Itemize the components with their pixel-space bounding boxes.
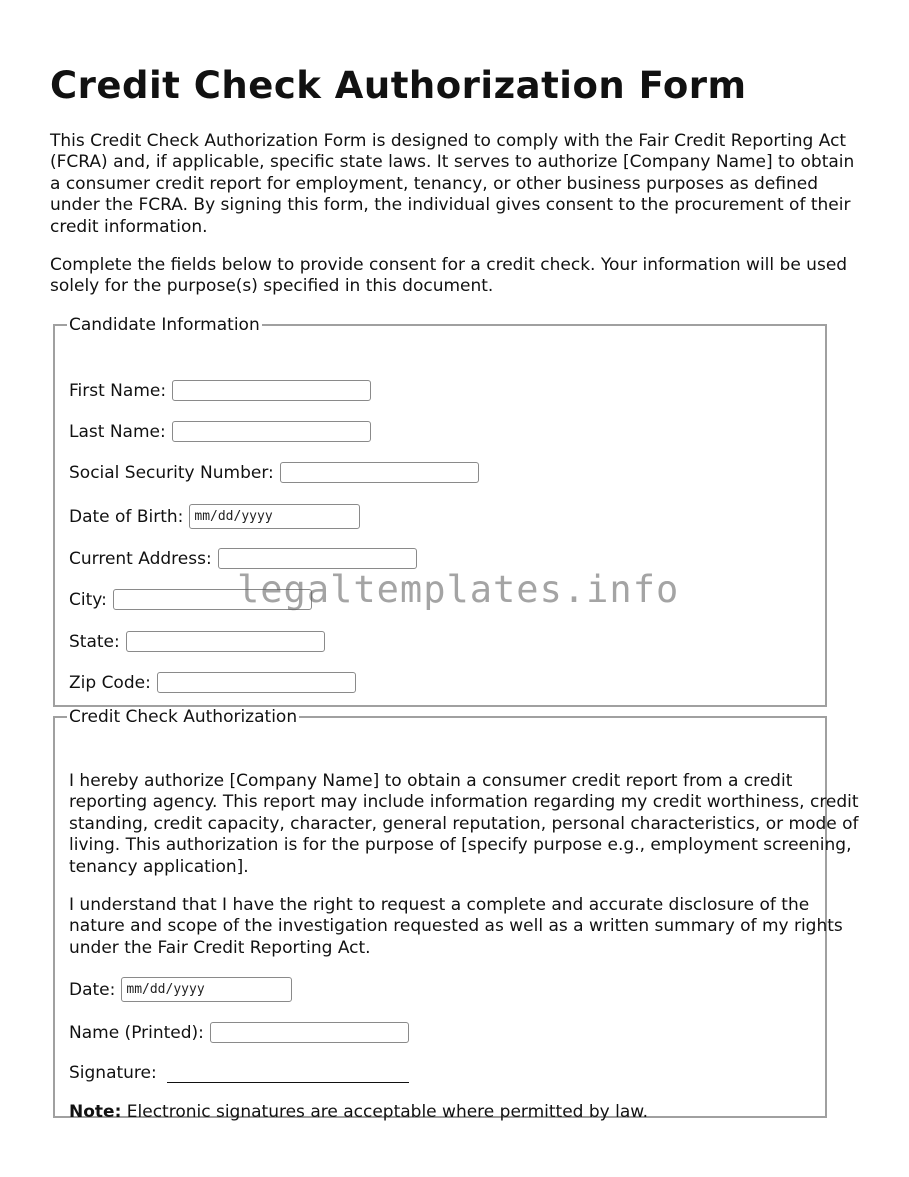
last-name-row	[69, 421, 371, 442]
ssn-row	[69, 462, 479, 483]
watermark-text: legaltemplates.info	[237, 568, 680, 611]
zip-input[interactable]	[157, 672, 356, 693]
dob-date-input[interactable]: mm/dd/yyyy	[189, 504, 360, 529]
address-label: Current Address:	[69, 548, 212, 569]
address-row	[69, 548, 417, 569]
ssn-input[interactable]	[280, 462, 479, 483]
state-row	[69, 631, 325, 652]
date-input[interactable]: mm/dd/yyyy	[121, 977, 292, 1002]
page-title: Credit Check Authorization Form	[50, 64, 747, 107]
signature-row	[69, 1063, 409, 1083]
note-row	[69, 1102, 648, 1122]
signature-label: Signature:	[69, 1063, 157, 1083]
candidate-information-fieldset	[53, 315, 827, 707]
authorization-paragraph-2: I understand that I have the right to request a complete and accurate disclosure of the nature and scope of the investigation requested as well as a written summary of my rights under the Fair Credit Reporting Act.	[69, 895, 843, 958]
first-name-row	[69, 380, 371, 401]
city-label: City:	[69, 589, 107, 610]
intro-paragraph-2: Complete the fields below to provide consent for a credit check. Your information will be used solely for the purpose(s) specified in this document.	[50, 255, 848, 297]
date-label: Date:	[69, 979, 116, 1000]
zip-label: Zip Code:	[69, 672, 151, 693]
last-name-input[interactable]	[172, 421, 371, 442]
zip-row	[69, 672, 356, 693]
first-name-input[interactable]	[172, 380, 371, 401]
note-text: Electronic signatures are acceptable where permitted by law.	[121, 1102, 649, 1122]
printed-name-label: Name (Printed):	[69, 1022, 204, 1043]
state-input[interactable]	[126, 631, 325, 652]
address-input[interactable]	[218, 548, 417, 569]
state-label: State:	[69, 631, 120, 652]
first-name-label: First Name:	[69, 380, 167, 401]
date-row	[69, 977, 292, 1002]
credit-check-authorization-fieldset	[53, 707, 859, 1122]
authorization-paragraph-1: I hereby authorize [Company Name] to obtain a consumer credit report from a credit reporting agency. This report may include information regarding my credit worthiness, credit standing, credit capacity, character, general reputation, personal characteristics, or mode of living. This authorization is for the purpose of [specify purpose e.g., employment screening, tenancy application].	[69, 771, 859, 877]
note-bold-label: Note:	[69, 1102, 122, 1122]
dob-label: Date of Birth:	[69, 506, 184, 527]
ssn-label: Social Security Number:	[69, 462, 274, 483]
printed-name-input[interactable]	[210, 1022, 409, 1043]
intro-paragraph-1: This Credit Check Authorization Form is designed to comply with the Fair Credit Reporting Act (FCRA) and, if applicable, specific state laws. It serves to authorize [Company Name] to obtain a consumer credit report for employment, tenancy, or other business purposes as defined under the FCRA. By signing this form, the individual gives consent to the procurement of their credit information.	[50, 131, 855, 237]
credit-check-authorization-legend: Credit Check Authorization	[69, 707, 298, 727]
printed-name-row	[69, 1022, 409, 1043]
last-name-label: Last Name:	[69, 421, 166, 442]
candidate-information-legend: Candidate Information	[69, 315, 260, 335]
signature-line[interactable]	[167, 1064, 409, 1083]
dob-row	[69, 504, 360, 529]
